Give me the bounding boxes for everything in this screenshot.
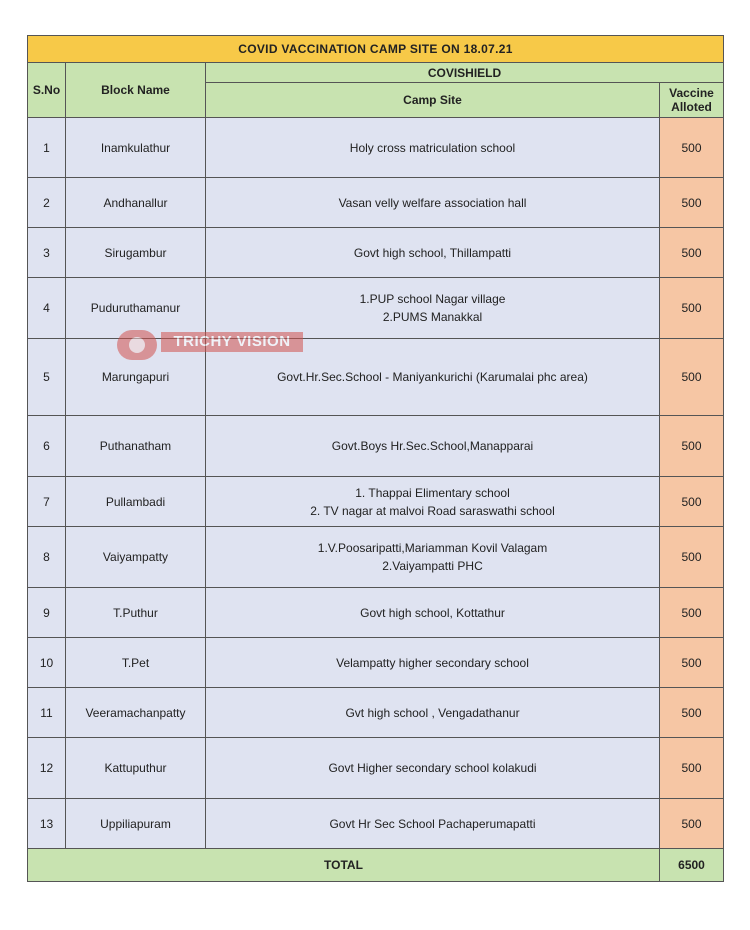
- camp-site-line: Govt.Boys Hr.Sec.School,Manapparai: [331, 439, 534, 453]
- camp-site-line: 2.Vaiyampatti PHC: [382, 559, 483, 573]
- table-row: [28, 118, 724, 178]
- header-row-1: [28, 63, 724, 83]
- camp-site-line: Holy cross matriculation school: [349, 140, 516, 155]
- cell-camp-site: [206, 738, 660, 799]
- cell-vaccine-alloted: 500: [660, 278, 724, 339]
- table-row: [28, 339, 724, 416]
- cell-vaccine-alloted: 500: [660, 178, 724, 228]
- camp-site-line: 2. TV nagar at malvoi Road saraswathi school: [310, 503, 555, 518]
- table-row: [28, 477, 724, 527]
- cell-camp-site: [206, 638, 660, 688]
- table-row: [28, 416, 724, 477]
- table-row: [28, 527, 724, 588]
- cell-camp-site: [206, 339, 660, 416]
- camp-site-line: 2.PUMS Manakkal: [382, 310, 483, 324]
- cell-camp-site: [206, 527, 660, 588]
- table-row: [28, 638, 724, 688]
- cell-block-name: Pullambadi: [66, 477, 206, 527]
- cell-sno: 1: [28, 118, 66, 178]
- cell-block-name: Veeramachanpatty: [66, 688, 206, 738]
- cell-block-name: Puthanatham: [66, 416, 206, 477]
- cell-sno: 12: [28, 738, 66, 799]
- total-value: 6500: [660, 849, 724, 882]
- cell-vaccine-alloted: 500: [660, 638, 724, 688]
- vaccination-table: [27, 35, 724, 882]
- camp-site-line: Govt high school, Thillampatti: [353, 245, 512, 260]
- camp-site-line: Govt Higher secondary school kolakudi: [328, 761, 537, 775]
- header-camp-site: Camp Site: [206, 83, 660, 118]
- sheet-title: COVID VACCINATION CAMP SITE ON 18.07.21: [28, 36, 724, 63]
- camp-site-line: Govt.Hr.Sec.School - Maniyankurichi (Karumalai phc area): [277, 370, 588, 384]
- table-row: [28, 278, 724, 339]
- cell-camp-site: [206, 688, 660, 738]
- cell-sno: 3: [28, 228, 66, 278]
- camp-site-line: Vasan velly welfare association hall: [338, 195, 527, 210]
- cell-camp-site: [206, 477, 660, 527]
- table-row: [28, 178, 724, 228]
- header-alloted-line1: Vaccine: [669, 86, 714, 100]
- camp-site-line: 1.V.Poosaripatti,Mariamman Kovil Valagam: [317, 541, 548, 555]
- cell-block-name: Inamkulathur: [66, 118, 206, 178]
- cell-vaccine-alloted: 500: [660, 339, 724, 416]
- cell-vaccine-alloted: 500: [660, 118, 724, 178]
- header-alloted-line2: Alloted: [671, 100, 712, 114]
- camp-site-line: 1. Thappai Elimentary school: [355, 485, 510, 500]
- cell-block-name: T.Puthur: [66, 588, 206, 638]
- camp-site-line: Velampatty higher secondary school: [336, 655, 529, 670]
- header-sno: S.No: [28, 63, 66, 118]
- total-row: [28, 849, 724, 882]
- header-vaccine-group: COVISHIELD: [206, 63, 724, 83]
- cell-sno: 6: [28, 416, 66, 477]
- cell-sno: 8: [28, 527, 66, 588]
- cell-block-name: Vaiyampatty: [66, 527, 206, 588]
- cell-block-name: T.Pet: [66, 638, 206, 688]
- camp-site-line: Govt Hr Sec School Pachaperumapatti: [329, 816, 536, 831]
- cell-block-name: Andhanallur: [66, 178, 206, 228]
- cell-camp-site: [206, 588, 660, 638]
- cell-sno: 11: [28, 688, 66, 738]
- cell-camp-site: [206, 228, 660, 278]
- title-row: [28, 36, 724, 63]
- cell-sno: 10: [28, 638, 66, 688]
- cell-camp-site: [206, 178, 660, 228]
- camp-site-line: 1.PUP school Nagar village: [359, 292, 506, 306]
- cell-block-name: Uppiliapuram: [66, 799, 206, 849]
- cell-vaccine-alloted: 500: [660, 738, 724, 799]
- cell-sno: 7: [28, 477, 66, 527]
- camp-site-line: Gvt high school , Vengadathanur: [345, 705, 520, 720]
- cell-vaccine-alloted: 500: [660, 228, 724, 278]
- cell-sno: 2: [28, 178, 66, 228]
- table-row: [28, 588, 724, 638]
- cell-block-name: Marungapuri: [66, 339, 206, 416]
- cell-vaccine-alloted: 500: [660, 799, 724, 849]
- cell-camp-site: [206, 799, 660, 849]
- header-vaccine-alloted: [660, 83, 724, 118]
- cell-block-name: Puduruthamanur: [66, 278, 206, 339]
- header-block-name: Block Name: [66, 63, 206, 118]
- table-row: [28, 228, 724, 278]
- total-label: TOTAL: [28, 849, 660, 882]
- cell-block-name: Kattuputhur: [66, 738, 206, 799]
- cell-camp-site: [206, 118, 660, 178]
- camp-site-line: Govt high school, Kottathur: [360, 605, 505, 620]
- cell-sno: 13: [28, 799, 66, 849]
- cell-vaccine-alloted: 500: [660, 688, 724, 738]
- cell-vaccine-alloted: 500: [660, 527, 724, 588]
- cell-vaccine-alloted: 500: [660, 416, 724, 477]
- cell-sno: 4: [28, 278, 66, 339]
- cell-vaccine-alloted: 500: [660, 588, 724, 638]
- table-row: [28, 688, 724, 738]
- cell-sno: 5: [28, 339, 66, 416]
- cell-vaccine-alloted: 500: [660, 477, 724, 527]
- cell-block-name: Sirugambur: [66, 228, 206, 278]
- table-row: [28, 738, 724, 799]
- watermark-text: TRICHY VISION: [161, 332, 303, 352]
- cell-sno: 9: [28, 588, 66, 638]
- cell-camp-site: [206, 278, 660, 339]
- table-row: [28, 799, 724, 849]
- cell-camp-site: [206, 416, 660, 477]
